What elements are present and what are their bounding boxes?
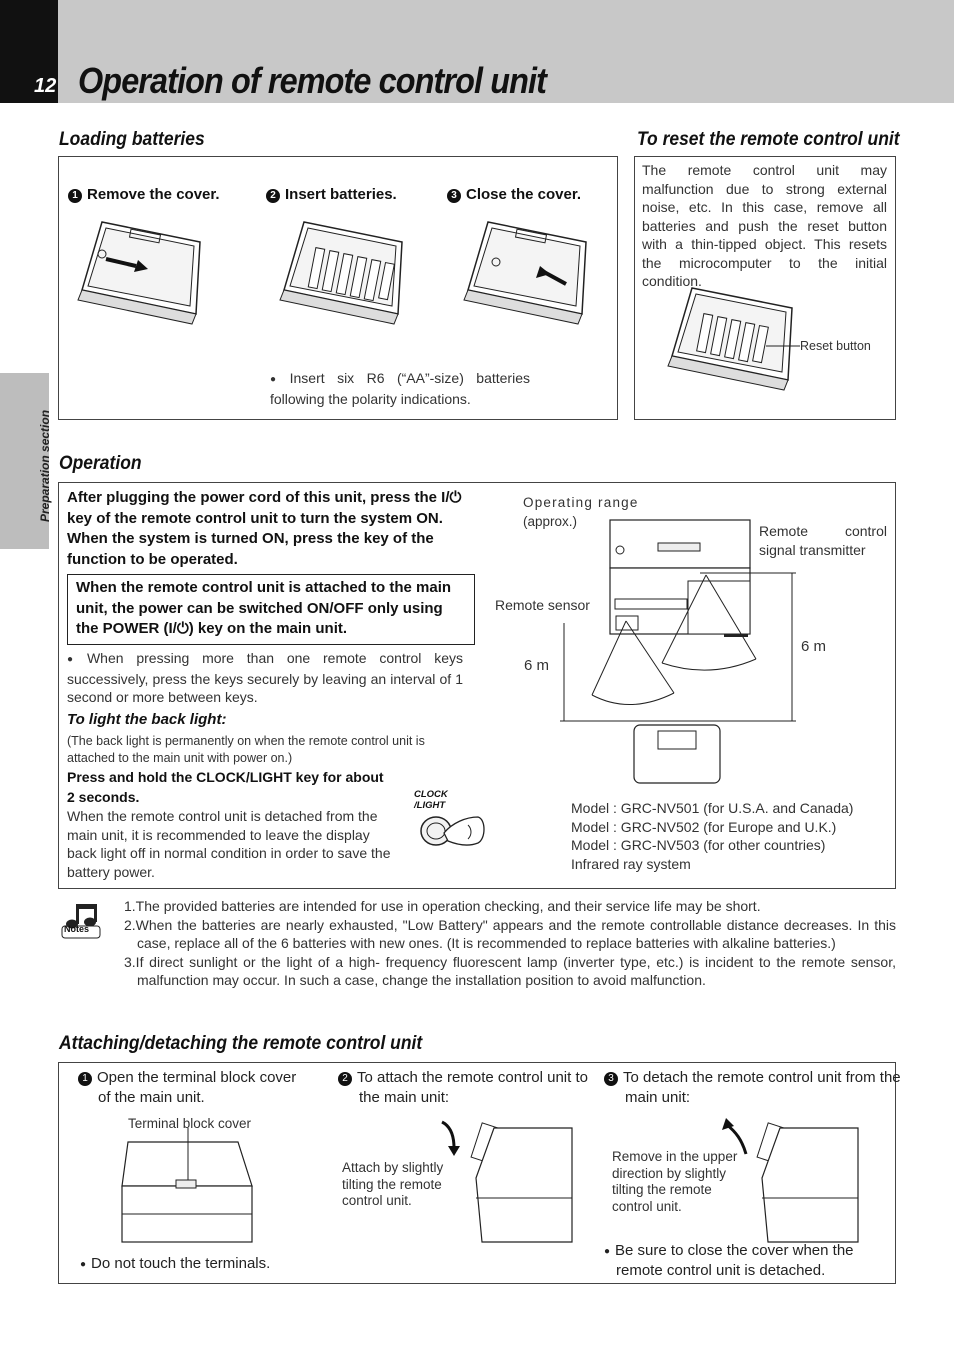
step-number: 3 [604, 1072, 618, 1086]
step-number: 2 [338, 1072, 352, 1086]
terminal-warning: ● Do not touch the terminals. [80, 1255, 270, 1272]
step-remove-cover [68, 186, 220, 203]
model-us: Model : GRC-NV501 (for U.S.A. and Canada) [571, 800, 854, 816]
step-number: 1 [68, 189, 82, 203]
step-label: Open the terminal block cover of the main unit. [97, 1069, 297, 1106]
note-item: 2.When the batteries are nearly exhausted, "Low Battery" appears and the remote controllable distance decreases. In this case, replace all of the 6 batteries with new ones. (It is recommended to replace batteries with alkaline batteries.) [124, 916, 896, 951]
backlight-heading: To light the back light: [67, 711, 227, 728]
clock-light-key-label [414, 789, 448, 811]
operating-range-approx: (approx.) [523, 514, 578, 529]
clock-key-line1: CLOCK [414, 789, 448, 800]
terminal-cover-label: Terminal block cover [128, 1116, 252, 1131]
loading-heading: Loading batteries [59, 129, 205, 150]
reset-illustration [666, 284, 802, 392]
attach-step2 [338, 1068, 599, 1108]
model-eu: Model : GRC-NV502 (for Europe and U.K.) [571, 818, 837, 835]
backlight-note: (The back light is permanently on when the remote control unit is attached to the main unit with power on.) [67, 734, 425, 765]
step-number: 3 [447, 189, 461, 203]
step-insert-batteries [266, 186, 397, 203]
step-number: 1 [78, 1072, 92, 1086]
clock-key-line2: /LIGHT [414, 800, 446, 811]
notes-icon-label: Notes [64, 924, 90, 934]
remove-cover-illustration [76, 214, 212, 326]
backlight-instruction: Press and hold the CLOCK/LIGHT key for about 2 seconds. [67, 769, 384, 805]
attach-step3 [604, 1068, 910, 1108]
model-other: Model : GRC-NV503 (for other countries) [571, 837, 826, 853]
clock-light-key-icon [416, 811, 488, 855]
operation-heading: Operation [59, 453, 142, 474]
distance-right: 6 m [801, 638, 827, 655]
step-label: To attach the remote control unit to the main unit: [357, 1069, 588, 1106]
step-label: Insert batteries. [285, 186, 397, 203]
reset-text: The remote control unit may malfunction due to strong external noise, etc. In this case, remove all batteries and push the reset button with a thin-tipped object. This resets the microcomputer to the initial condition. [642, 162, 887, 289]
detach-illustration [722, 1118, 862, 1244]
side-label: Preparation section [38, 409, 52, 522]
close-cover-illustration [462, 214, 598, 326]
page-number: 12 [34, 75, 57, 97]
attach-step1 [78, 1068, 308, 1108]
operation-intro: After plugging the power cord of this unit, press the I/⏻ key of the remote control unit to turn the system ON. When the system is turned ON, press the key of the function to be operated. [67, 489, 462, 568]
insert-batteries-illustration [278, 214, 414, 326]
operating-range-label: Operating range [523, 495, 639, 510]
step-label: Close the cover. [466, 186, 582, 203]
step-label: Remove the cover. [87, 186, 220, 203]
transmitter-label: Remote control signal transmitter [759, 523, 887, 558]
step-number: 2 [266, 189, 280, 203]
attach-instruction: Attach by slightly tilting the remote control unit. [342, 1160, 444, 1208]
step-label: To detach the remote control unit from the main unit: [623, 1069, 901, 1106]
terminal-cover-illustration [118, 1134, 258, 1244]
notes-list [124, 897, 896, 990]
attach-illustration [436, 1118, 576, 1244]
reset-heading: To reset the remote control unit [637, 129, 900, 150]
remote-sensor-label: Remote sensor [495, 597, 590, 613]
reset-button-label: Reset button [800, 339, 871, 353]
note-item: 3.If direct sunlight or the light of a high- frequency fluorescent lamp (inverter type, etc.) is incident to the remote sensor, malfunction may occur. In such a case, change the installation position to avoid malfunction. [124, 953, 896, 988]
boxed-power-note: When the remote control unit is attached to the main unit, the power can be switched ON/OFF only using the POWER (I/⏻) key on the main unit. [67, 574, 475, 645]
notes-icon [60, 900, 102, 942]
close-cover-reminder: ● Be sure to close the cover when the remote control unit is detached. [604, 1241, 901, 1280]
detach-instruction: Remove in the upper direction by slightly tilting the remote control unit. [612, 1149, 738, 1214]
attach-heading: Attaching/detaching the remote control unit [59, 1033, 423, 1054]
operating-range-diagram [560, 515, 800, 790]
note-item: 1.The provided batteries are intended for use in operation checking, and their service life may be short. [124, 898, 761, 914]
battery-note: ● Insert six R6 (“AA”-size) batteries following the polarity indications. [270, 369, 530, 408]
distance-left: 6 m [524, 657, 550, 674]
step-close-cover [447, 186, 581, 203]
infrared-note: Infrared ray system [571, 855, 691, 872]
backlight-text: When the remote control unit is detached from the main unit, it is recommended to leave the display back light off in normal condition in order to save the battery power. [67, 808, 391, 880]
page-title: Operation of remote control unit [78, 60, 547, 101]
models-list [571, 799, 853, 873]
keys-interval-note: ● When pressing more than one remote control keys successively, press the keys securely by leaving an interval of 1 second or more between keys. [67, 649, 463, 707]
